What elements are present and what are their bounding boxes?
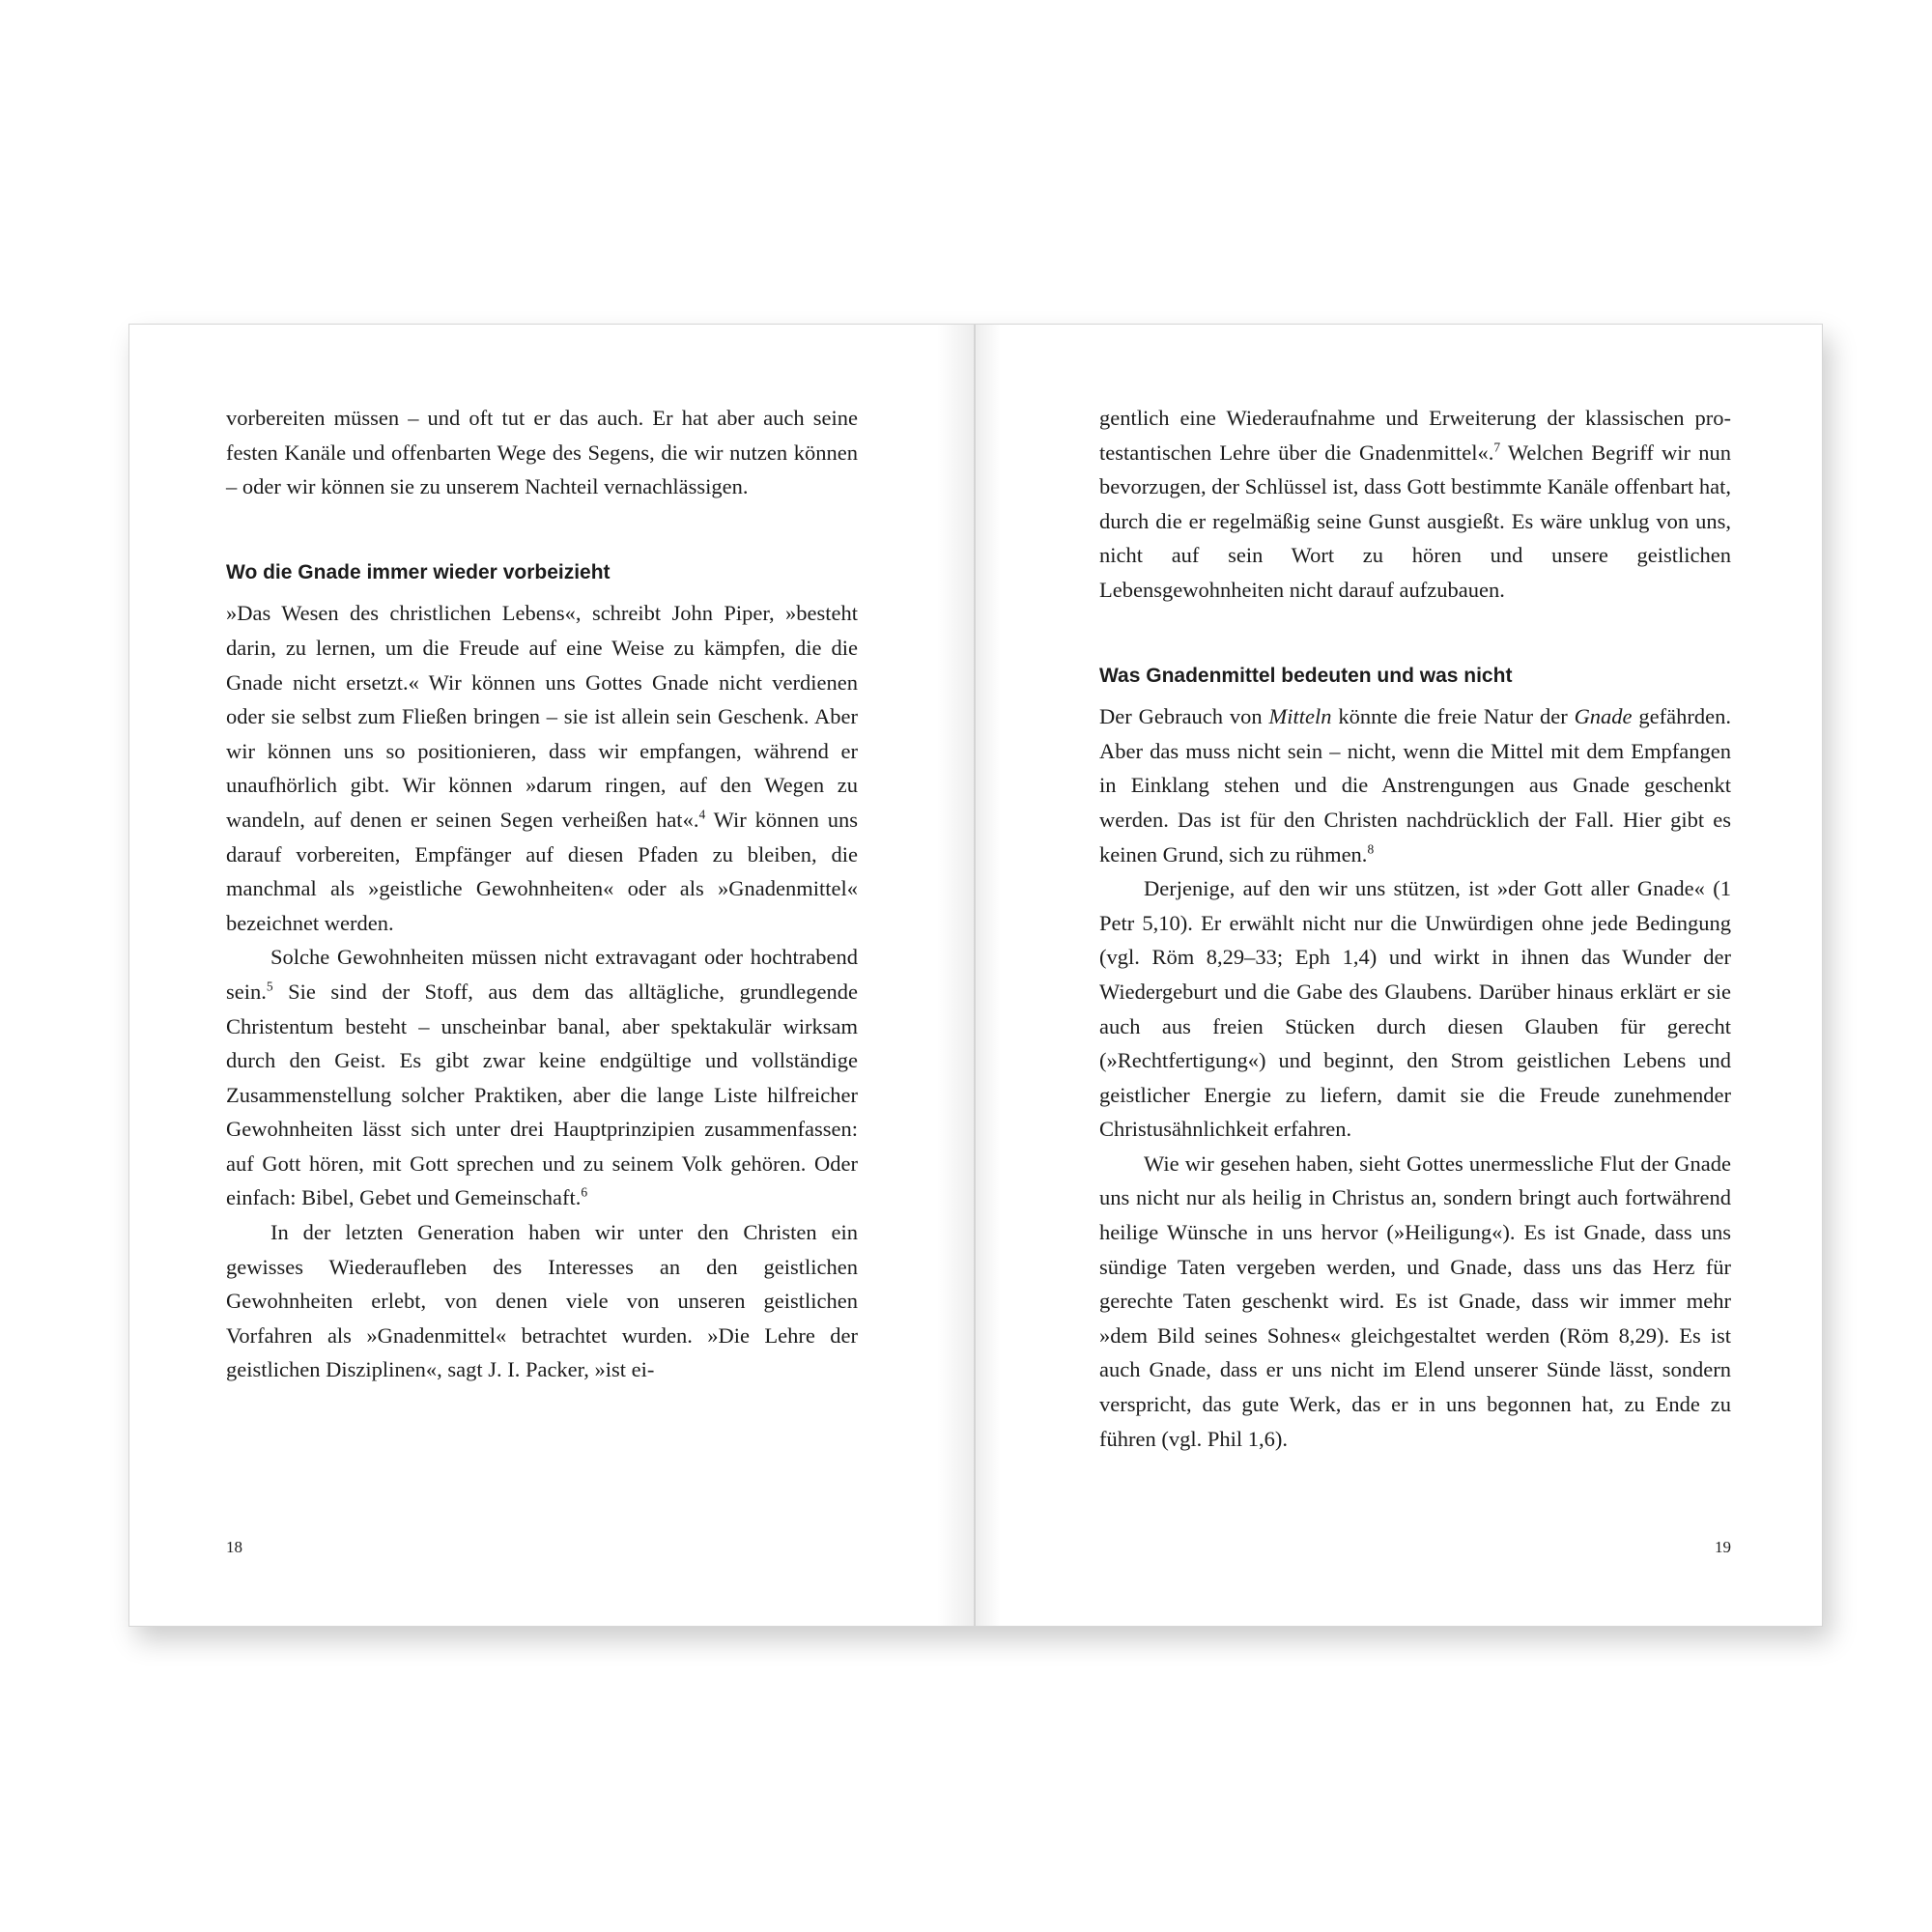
section-heading: Wo die Gnade immer wieder vorbeizieht: [226, 560, 611, 583]
footnote-marker: 6: [581, 1184, 588, 1200]
footnote-marker: 8: [1367, 841, 1375, 857]
emphasis: Mitteln: [1268, 704, 1332, 729]
footnote-marker: 4: [698, 807, 706, 822]
paragraph: Derjenige, auf den wir uns stützen, ist »der Gott aller Gnade« (1 Petr 5,10). Er erwählt nicht nur die Unwürdigen ohne jede Bedingung (vgl. Röm 8,29–33; Eph 1,4) und wirkt in ihnen das Wunder der Wiedergeburt und die Gabe des Glaubens. Darüber hinaus erklärt er sie auch aus freien Stücken durch diesen Glauben für gerecht (»Rechtfertigung«) und beginnt, den Strom geistlichen Lebens und geistlicher Energie zu liefern, damit sie die Freude zunehmender Christusähnlichkeit erfahren.: [1099, 876, 1731, 1142]
paragraph: In der letzten Generation haben wir unter den Christen ein gewisses Wiederaufleben des Interesses an den geistlichen Gewohnheiten erlebt, von denen viele von unseren geistlichen Vorfahren als »Gnadenmittel« betrachtet wurden. »Die Lehre der geistlichen Disziplinen«, sagt J. I. Packer, »ist ei-: [226, 1220, 858, 1382]
footnote-marker: 7: [1493, 440, 1501, 455]
page-number: 19: [1715, 1538, 1731, 1556]
page-number: 18: [226, 1538, 242, 1556]
paragraph: vorbereiten müssen – und oft tut er das auch. Er hat aber auch seine festen Kanäle und offenbarten Wege des Segens, die wir nutzen können – oder wir können sie zu unserem Nachteil vernachlässigen.: [226, 406, 858, 499]
paragraph: »Das Wesen des christlichen Lebens«, schreibt John Piper, »besteht darin, zu lernen, um die Freude auf eine Weise zu kämpfen, die die Gnade nicht ersetzt.« Wir können uns Gottes Gnade nicht verdienen oder sie selbst zum Fließen bringen – sie ist allein sein Geschenk. Aber wir können uns so positionieren, dass wir empfangen, während er unaufhörlich gibt. Wir können »darum ringen, auf den Wegen zu wandeln, auf denen er seinen Segen verheißen hat«.$^4$ Wir können uns darauf vorbereiten, Empfänger auf diesen Pfaden zu bleiben, die manchmal als »geistliche Gewohnheiten« oder als »Gnadenmittel« bezeichnet werden.: [226, 601, 858, 935]
book-spread: [128, 324, 1823, 1627]
left-page: [129, 325, 976, 1626]
section-heading: Was Gnadenmittel bedeuten und was nicht: [1099, 664, 1513, 687]
paragraph: Der Gebrauch von Mitteln könnte die freie Natur der Gnade gefährden. Aber das muss nicht sein – nicht, wenn die Mittel mit dem Empfangen in Einklang stehen und die Anstrengungen aus Gnade geschenkt werden. Das ist für den Christen nachdrücklich der Fall. Hier gibt es keinen Grund, sich zu rühmen.$^8$: [1099, 704, 1731, 867]
right-page-text: [1099, 401, 1731, 1456]
footnote-marker: 5: [266, 979, 273, 994]
right-page: [976, 325, 1822, 1626]
emphasis: Gnade: [1574, 704, 1633, 729]
left-page-text: [226, 401, 858, 1387]
paragraph: gentlich eine Wiederaufnahme und Erweiterung der klassischen pro-testantischen Lehre über die Gnadenmittel«.$^7$ Welchen Begriff wir nun bevorzugen, der Schlüssel ist, dass Gott bestimmte Kanäle offenbart hat, durch die er regelmäßig seine Gunst ausgießt. Es wäre unklug von uns, nicht auf sein Wort zu hören und unsere geistlichen Lebensgewohnheiten nicht darauf aufzubauen.: [1099, 406, 1731, 602]
paragraph: Solche Gewohnheiten müssen nicht extravagant oder hochtrabend sein.$^5$ Sie sind der Stoff, aus dem das alltägliche, grundlegende Christentum besteht – unscheinbar banal, aber spektakulär wirksam durch den Geist. Es gibt zwar keine endgültige und vollständige Zusammenstellung solcher Praktiken, aber die lange Liste hilfreicher Gewohnheiten lässt sich unter drei Hauptprinzipien zusammenfassen: auf Gott hören, mit Gott sprechen und zu seinem Volk gehören. Oder einfach: Bibel, Gebet und Gemeinschaft.$^6$: [226, 945, 858, 1210]
paragraph: Wie wir gesehen haben, sieht Gottes unermessliche Flut der Gnade uns nicht nur als heilig in Christus an, sondern bringt auch fortwährend heilige Wünsche in uns hervor (»Heiligung«). Es ist Gnade, dass uns sündige Taten vergeben werden, und Gnade, dass uns das Herz für gerechte Taten geschenkt wird. Es ist Gnade, dass wir immer mehr »dem Bild seines Sohnes« gleichgestaltet werden (Röm 8,29). Es ist auch Gnade, dass er uns nicht im Elend unserer Sünde lässt, sondern verspricht, das gute Werk, das er in uns begonnen hat, zu Ende zu führen (vgl. Phil 1,6).: [1099, 1151, 1731, 1451]
